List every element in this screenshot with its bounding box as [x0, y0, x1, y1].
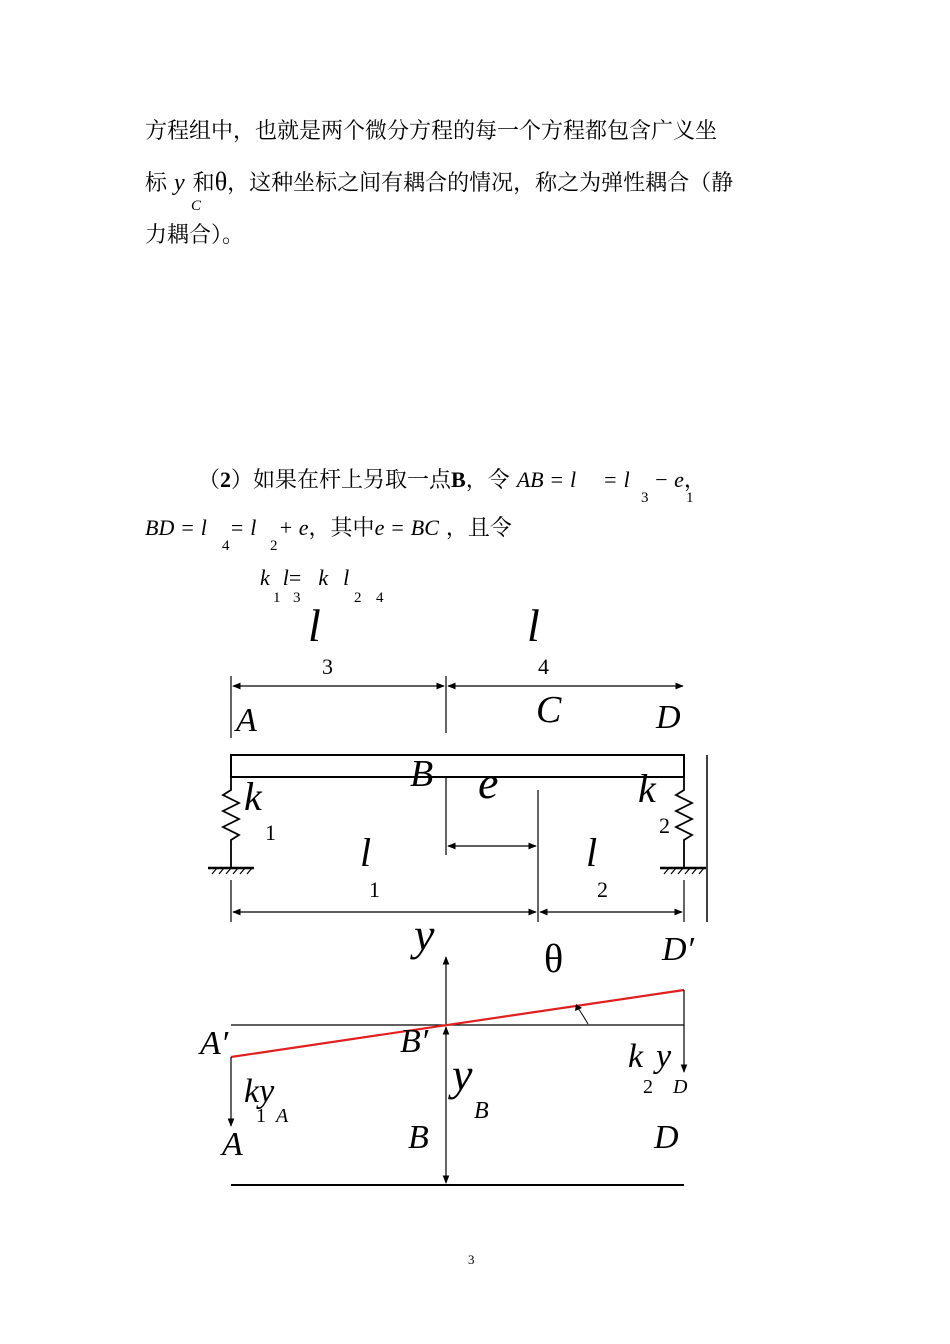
label-yB: y — [452, 1049, 473, 1100]
label-B-bottom: B — [408, 1119, 429, 1156]
label-k2yD-sub2: 2 — [643, 1076, 653, 1098]
label-l2-sub: 2 — [597, 877, 608, 902]
label-B-prime: B′ — [400, 1023, 429, 1060]
sub-l4: 4 — [376, 590, 384, 606]
page-number: 3 — [468, 1252, 475, 1267]
tilted-bar — [231, 990, 684, 1057]
label-yB-sub: B — [474, 1098, 489, 1124]
label-C: C — [536, 689, 562, 731]
label-l4: l — [527, 600, 540, 651]
label-k1yA-sub1: 1 — [256, 1105, 266, 1127]
label-l4-sub: 4 — [538, 654, 549, 679]
label-l2: l — [586, 830, 598, 875]
label-l3: l — [308, 600, 321, 651]
sub-1: 1 — [686, 490, 694, 506]
label-D: D — [656, 699, 681, 736]
label-k2: k — [638, 766, 656, 811]
label-k1: k — [244, 774, 262, 819]
label-y: y — [414, 909, 435, 960]
label-l1-sub: 1 — [369, 877, 380, 902]
label-k2yD-k: k — [628, 1038, 644, 1075]
spring-k2 — [676, 777, 692, 868]
paragraph-2-line-2: BD = l = l + e，其中e = BC ，且令 — [145, 515, 512, 541]
label-B: B — [410, 753, 434, 795]
paragraph-1-line-1: 方程组中，也就是两个微分方程的每一个方程都包含广义坐 — [145, 119, 718, 144]
spring-k1 — [223, 777, 239, 868]
label-k2yD-subD: D — [673, 1076, 688, 1098]
label-D-bottom: D — [654, 1119, 679, 1156]
sub-3: 3 — [641, 490, 649, 506]
label-l1: l — [360, 830, 372, 875]
label-k1yA: ky — [244, 1073, 275, 1110]
sub-2: 2 — [270, 538, 278, 554]
label-e: e — [478, 757, 499, 808]
label-k2-sub: 2 — [659, 813, 670, 838]
label-k2yD-y: y — [656, 1038, 672, 1075]
paragraph-2-line-1: （2）如果在杆上另取一点B，令 AB = l = l − e， — [198, 467, 706, 493]
label-A-prime: A′ — [200, 1025, 229, 1062]
theta-arc — [578, 1008, 588, 1024]
sub-l3: 3 — [293, 590, 301, 606]
label-A: A — [236, 702, 257, 739]
sub-k1: 1 — [273, 590, 281, 606]
paragraph-1-line-2: 标 y C 和θ，这种坐标之间有耦合的情况，称之为弹性耦合（静 — [145, 167, 734, 214]
sub-4: 4 — [222, 538, 230, 554]
paragraph-1-line-3: 力耦合）。 — [145, 223, 245, 248]
label-D-prime: D′ — [662, 931, 694, 968]
label-k1-sub: 1 — [265, 820, 276, 845]
sub-k2: 2 — [354, 590, 362, 606]
label-k1yA-subA: A — [276, 1105, 289, 1127]
rigid-beam — [231, 755, 684, 777]
label-theta: θ — [544, 936, 564, 981]
label-l3-sub: 3 — [322, 654, 333, 679]
stiffness-relation: k l= k l — [260, 565, 350, 590]
label-A-bottom: A — [222, 1126, 243, 1163]
